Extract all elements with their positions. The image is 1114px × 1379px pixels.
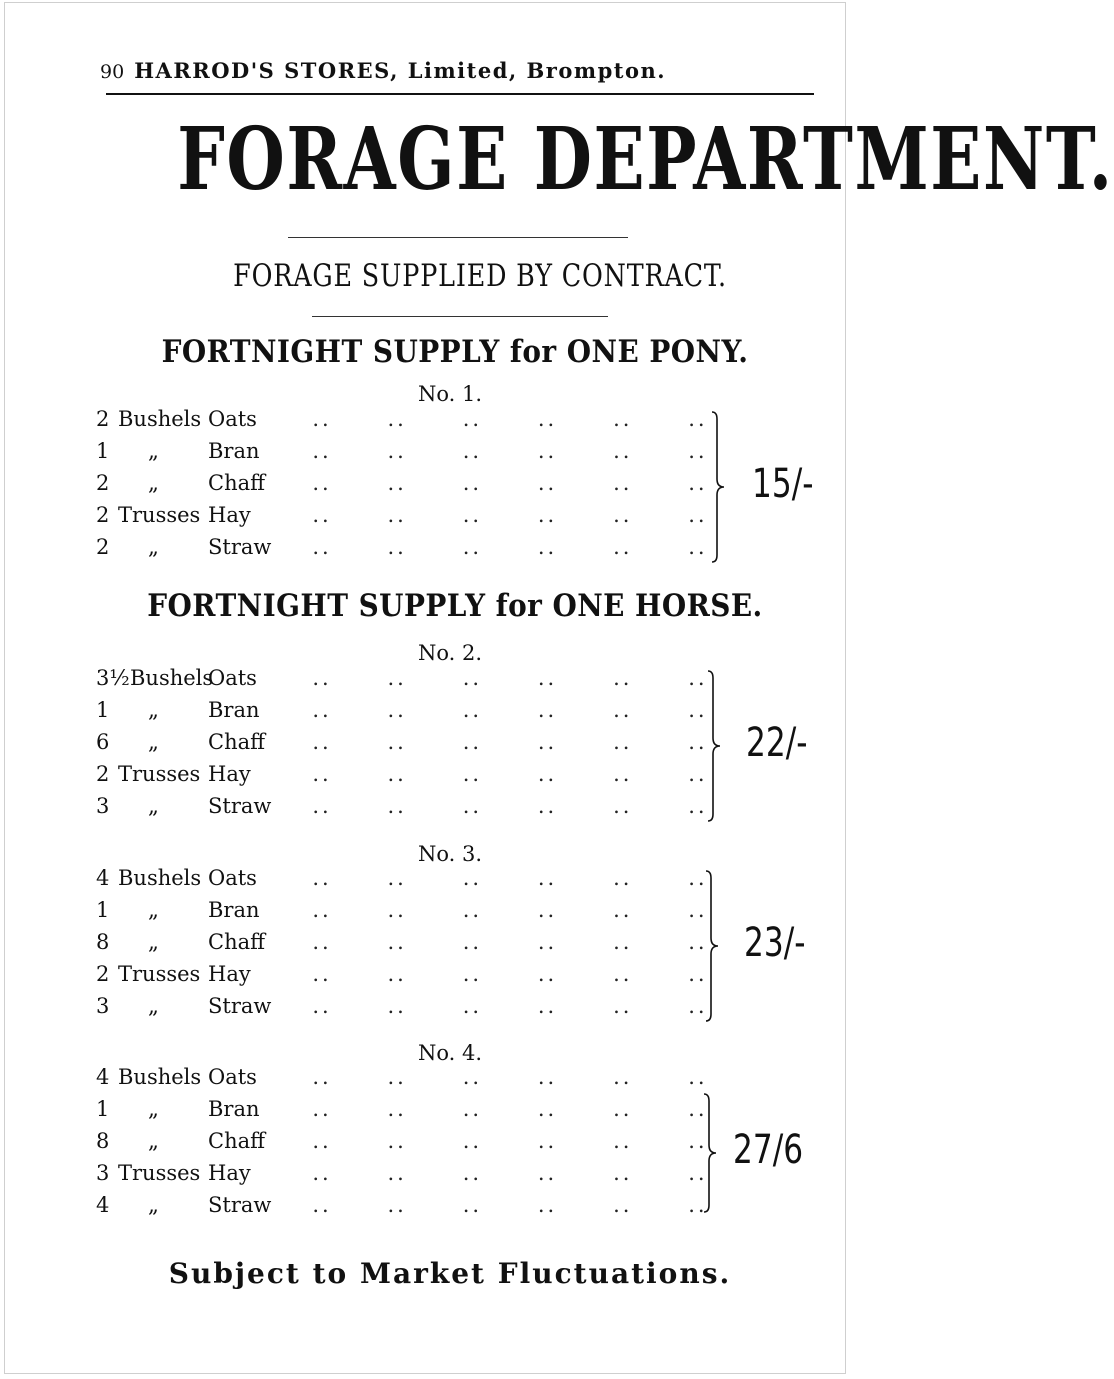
row-item: Bran xyxy=(208,1097,260,1121)
list-row xyxy=(96,662,716,694)
subtitle: FORAGE SUPPLIED BY CONTRACT. xyxy=(233,258,727,294)
row-unit: „ xyxy=(148,698,159,722)
list-row xyxy=(96,1157,716,1189)
row-item: Chaff xyxy=(208,471,266,495)
row-unit: Trusses xyxy=(118,1161,201,1185)
row-unit: „ xyxy=(148,1097,159,1121)
row-item: Chaff xyxy=(208,930,266,954)
row-item: Bran xyxy=(208,698,260,722)
list-row xyxy=(96,926,716,958)
row-quantity: 4 xyxy=(96,866,110,890)
row-item: Oats xyxy=(208,407,257,431)
firm-name: HARROD'S STORES, Limited, Brompton. xyxy=(134,58,667,83)
row-item: Bran xyxy=(208,898,260,922)
row-unit: Trusses xyxy=(118,962,201,986)
row-unit: „ xyxy=(148,794,159,818)
row-unit: „ xyxy=(148,930,159,954)
list-price: 23/- xyxy=(744,920,806,966)
row-quantity: 6 xyxy=(96,730,110,754)
list-row xyxy=(96,990,716,1022)
dot-leader: .. .. .. .. .. .. xyxy=(312,1193,708,1217)
dot-leader: .. .. .. .. .. .. xyxy=(312,762,708,786)
page-number: 90 xyxy=(100,61,125,83)
list-row xyxy=(96,1061,716,1093)
list-row xyxy=(96,726,716,758)
dot-leader: .. .. .. .. .. .. xyxy=(312,1161,708,1185)
list-row xyxy=(96,1189,716,1221)
dot-leader: .. .. .. .. .. .. xyxy=(312,698,708,722)
row-item: Straw xyxy=(208,994,272,1018)
row-quantity: 4 xyxy=(96,1065,110,1089)
dot-leader: .. .. .. .. .. .. xyxy=(312,666,708,690)
row-unit: „ xyxy=(148,535,159,559)
row-item: Oats xyxy=(208,866,257,890)
list-number: No. 3. xyxy=(417,842,483,866)
grouping-brace xyxy=(704,870,720,1022)
header-rule xyxy=(106,93,814,95)
row-item: Chaff xyxy=(208,1129,266,1153)
row-item: Straw xyxy=(208,1193,272,1217)
page-title: FORAGE DEPARTMENT. xyxy=(177,109,1114,210)
list-number: No. 4. xyxy=(417,1041,483,1065)
row-unit: Bushels xyxy=(118,1065,202,1089)
list-row xyxy=(96,1093,716,1125)
list-row xyxy=(96,862,716,894)
grouping-brace xyxy=(706,670,722,822)
page-header xyxy=(100,58,815,83)
row-unit: „ xyxy=(148,730,159,754)
row-item: Oats xyxy=(208,666,257,690)
row-quantity: 1 xyxy=(96,698,110,722)
row-quantity: 8 xyxy=(96,1129,110,1153)
dot-leader: .. .. .. .. .. .. xyxy=(312,730,708,754)
list-row xyxy=(96,467,716,499)
row-unit: „ xyxy=(148,898,159,922)
row-item: Chaff xyxy=(208,730,266,754)
list-price: 15/- xyxy=(752,461,814,507)
row-quantity: 2 xyxy=(96,962,110,986)
dot-leader: .. .. .. .. .. .. xyxy=(312,962,708,986)
row-unit: „ xyxy=(148,1193,159,1217)
dot-leader: .. .. .. .. .. .. xyxy=(312,930,708,954)
list-row xyxy=(96,694,716,726)
row-unit: „ xyxy=(148,439,159,463)
dot-leader: .. .. .. .. .. .. xyxy=(312,898,708,922)
dot-leader: .. .. .. .. .. .. xyxy=(312,471,708,495)
row-quantity: 2 xyxy=(96,762,110,786)
grouping-brace xyxy=(710,411,726,563)
row-quantity: 3 xyxy=(96,794,110,818)
row-unit: „ xyxy=(148,994,159,1018)
row-quantity: 1 xyxy=(96,439,110,463)
row-quantity: 2 xyxy=(96,503,110,527)
row-quantity: 3½ xyxy=(96,666,130,690)
dot-leader: .. .. .. .. .. .. xyxy=(312,503,708,527)
dot-leader: .. .. .. .. .. .. xyxy=(312,535,708,559)
row-quantity: 2 xyxy=(96,471,110,495)
dot-leader: .. .. .. .. .. .. xyxy=(312,866,708,890)
row-item: Hay xyxy=(208,762,251,786)
row-item: Straw xyxy=(208,535,272,559)
section-heading-pony: FORTNIGHT SUPPLY for ONE PONY. xyxy=(161,334,749,370)
list-row xyxy=(96,403,716,435)
dot-leader: .. .. .. .. .. .. xyxy=(312,1097,708,1121)
list-row xyxy=(96,790,716,822)
row-unit: Bushels xyxy=(118,866,202,890)
row-item: Oats xyxy=(208,1065,257,1089)
row-unit: Bushels xyxy=(118,407,202,431)
dot-leader: .. .. .. .. .. .. xyxy=(312,439,708,463)
dot-leader: .. .. .. .. .. .. xyxy=(312,407,708,431)
row-quantity: 1 xyxy=(96,898,110,922)
section-heading-horse: FORTNIGHT SUPPLY for ONE HORSE. xyxy=(147,588,763,624)
row-quantity: 1 xyxy=(96,1097,110,1121)
list-row xyxy=(96,958,716,990)
list-row xyxy=(96,435,716,467)
row-item: Hay xyxy=(208,1161,251,1185)
row-unit: Bushels xyxy=(130,666,214,690)
list-row xyxy=(96,758,716,790)
subtitle-rule xyxy=(312,316,608,317)
row-quantity: 8 xyxy=(96,930,110,954)
footer-note: Subject to Market Fluctuations. xyxy=(168,1257,732,1290)
list-number: No. 2. xyxy=(417,641,483,665)
grouping-brace xyxy=(702,1093,718,1213)
row-item: Bran xyxy=(208,439,260,463)
row-quantity: 4 xyxy=(96,1193,110,1217)
row-unit: Trusses xyxy=(118,503,201,527)
row-quantity: 2 xyxy=(96,407,110,431)
list-row xyxy=(96,499,716,531)
dot-leader: .. .. .. .. .. .. xyxy=(312,794,708,818)
row-item: Hay xyxy=(208,503,251,527)
list-row xyxy=(96,894,716,926)
dot-leader: .. .. .. .. .. .. xyxy=(312,994,708,1018)
row-unit: „ xyxy=(148,1129,159,1153)
list-price: 27/6 xyxy=(733,1127,804,1173)
list-number: No. 1. xyxy=(417,382,483,406)
row-quantity: 2 xyxy=(96,535,110,559)
dot-leader: .. .. .. .. .. .. xyxy=(312,1129,708,1153)
row-quantity: 3 xyxy=(96,1161,110,1185)
dot-leader: .. .. .. .. .. .. xyxy=(312,1065,708,1089)
list-row xyxy=(96,1125,716,1157)
row-item: Straw xyxy=(208,794,272,818)
row-quantity: 3 xyxy=(96,994,110,1018)
title-rule xyxy=(288,237,628,238)
row-unit: Trusses xyxy=(118,762,201,786)
list-price: 22/- xyxy=(746,720,808,766)
row-item: Hay xyxy=(208,962,251,986)
row-unit: „ xyxy=(148,471,159,495)
list-row xyxy=(96,531,716,563)
